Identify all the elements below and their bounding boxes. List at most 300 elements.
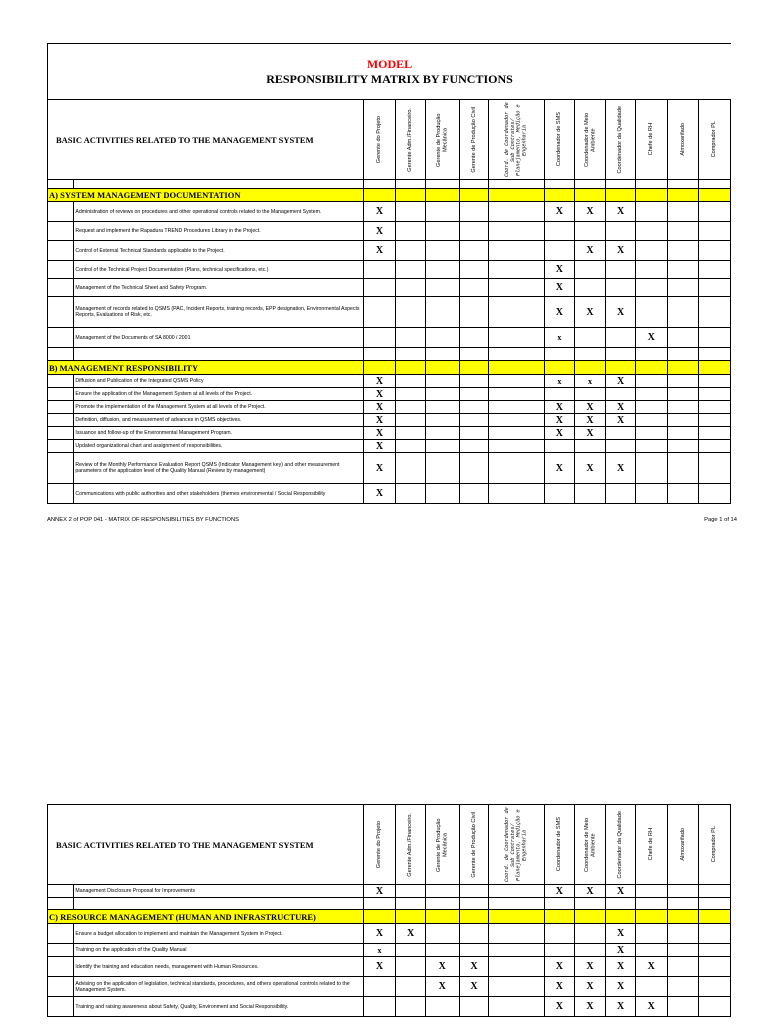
role-column-header — [459, 100, 489, 180]
responsibility-mark: X — [606, 957, 636, 977]
empty-cell — [425, 440, 459, 453]
activity-text: Control of External Technical Standards applicable to the Project. — [74, 241, 363, 261]
empty-cell — [459, 453, 489, 484]
activity-text: Ensure the application of the Management System at all levels of the Project. — [74, 388, 363, 401]
empty-cell — [635, 885, 667, 898]
responsibility-mark: X — [574, 414, 606, 427]
row-indent-cell — [48, 375, 74, 388]
row-indent-cell — [48, 924, 74, 944]
empty-cell — [396, 328, 426, 348]
activity-row — [48, 388, 731, 401]
activity-text: Management of records related to QSMS (PAC, Incident Reports, training records, EPP designation, Environmental Aspects Reports, Evaluations of Risk, etc. — [74, 297, 363, 328]
empty-cell — [425, 401, 459, 414]
empty-cell — [699, 279, 731, 297]
empty-cell — [396, 453, 426, 484]
empty-cell — [606, 388, 636, 401]
empty-cell — [699, 261, 731, 279]
empty-cell — [489, 202, 545, 222]
role-column-header — [574, 100, 606, 180]
role-column-header — [699, 805, 731, 885]
row-indent-cell — [48, 414, 74, 427]
empty-cell — [667, 453, 699, 484]
role-column-header — [635, 805, 667, 885]
row-indent-cell — [48, 202, 74, 222]
responsibility-mark: X — [574, 202, 606, 222]
empty-cell — [396, 222, 426, 241]
role-label: Coordenador de SMS — [556, 112, 563, 167]
responsibility-mark: X — [606, 202, 636, 222]
responsibility-mark: X — [425, 957, 459, 977]
role-label: Coordenador de Meio Ambiente — [583, 817, 597, 872]
activity-text: Communications with public authorities and other stakeholders (themes environmental / Social Responsibility — [74, 484, 363, 504]
role-column-header — [363, 100, 396, 180]
empty-cell — [635, 297, 667, 328]
responsibility-mark: X — [545, 885, 575, 898]
responsibility-mark: X — [574, 885, 606, 898]
empty-cell — [396, 944, 426, 957]
empty-cell — [396, 241, 426, 261]
responsibility-mark: X — [363, 202, 396, 222]
role-label: Gerente Adm./Financeiro. — [407, 107, 414, 172]
responsibility-mark: X — [606, 997, 636, 1017]
empty-cell — [489, 977, 545, 997]
empty-cell — [635, 202, 667, 222]
role-label: Chefe de RH — [648, 828, 655, 861]
role-column-header — [396, 805, 426, 885]
row-indent-cell — [48, 279, 74, 297]
role-label: Gerente do Projeto — [376, 115, 383, 164]
empty-cell — [425, 261, 459, 279]
role-label: Comprador PL — [711, 121, 718, 158]
empty-cell — [699, 414, 731, 427]
role-label: Almoxarifado — [679, 123, 686, 156]
empty-cell — [606, 279, 636, 297]
responsibility-mark: X — [606, 401, 636, 414]
responsibility-mark: X — [606, 977, 636, 997]
section-title: B) MANAGEMENT RESPONSIBILITY — [48, 361, 364, 375]
matrix-title: RESPONSIBILITY MATRIX BY FUNCTIONS — [266, 72, 513, 86]
empty-cell — [363, 977, 396, 997]
role-label: Coordenador de SMS — [556, 817, 563, 872]
responsibility-mark: X — [363, 222, 396, 241]
activity-row — [48, 297, 731, 328]
responsibility-mark: X — [545, 453, 575, 484]
responsibility-mark: X — [425, 977, 459, 997]
responsibility-mark: X — [606, 885, 636, 898]
responsibility-mark: X — [574, 297, 606, 328]
empty-cell — [425, 944, 459, 957]
empty-cell — [635, 261, 667, 279]
responsibility-mark: X — [545, 279, 575, 297]
empty-cell — [635, 977, 667, 997]
empty-cell — [459, 885, 489, 898]
role-label: Coordenador de Meio Ambiente — [583, 112, 597, 167]
activity-row — [48, 885, 731, 898]
empty-cell — [545, 484, 575, 504]
empty-cell — [667, 388, 699, 401]
empty-cell — [396, 977, 426, 997]
empty-cell — [489, 484, 545, 504]
empty-cell — [699, 222, 731, 241]
section-header-row — [48, 361, 731, 375]
responsibility-mark: X — [363, 440, 396, 453]
empty-cell — [667, 414, 699, 427]
empty-cell — [489, 261, 545, 279]
empty-cell — [489, 414, 545, 427]
responsibility-mark: X — [635, 328, 667, 348]
empty-cell — [606, 427, 636, 440]
empty-cell — [459, 924, 489, 944]
empty-cell — [425, 328, 459, 348]
empty-cell — [699, 328, 731, 348]
responsibility-mark: X — [606, 297, 636, 328]
row-indent-cell — [48, 453, 74, 484]
empty-cell — [459, 944, 489, 957]
empty-cell — [396, 202, 426, 222]
empty-cell — [606, 261, 636, 279]
empty-cell — [667, 222, 699, 241]
activity-text: Administration of reviews on procedures and other operational controls related to the Management System. — [74, 202, 363, 222]
responsibility-mark: X — [606, 414, 636, 427]
empty-cell — [667, 484, 699, 504]
empty-cell — [363, 297, 396, 328]
document-header — [47, 43, 731, 99]
row-indent-cell — [48, 957, 74, 977]
responsibility-mark: X — [396, 924, 426, 944]
empty-cell — [459, 401, 489, 414]
empty-cell — [667, 297, 699, 328]
empty-cell — [667, 375, 699, 388]
activity-text: Issuance and follow-up of the Environmental Management Program. — [74, 427, 363, 440]
activity-text: Definition, diffusion, and measurement of advances in QSMS objectives. — [74, 414, 363, 427]
empty-cell — [396, 414, 426, 427]
empty-cell — [545, 924, 575, 944]
row-indent-cell — [48, 261, 74, 279]
empty-cell — [635, 222, 667, 241]
responsibility-mark: X — [363, 375, 396, 388]
activity-text: Review of the Monthly Performance Evaluation Report QSMS (Indicator Management key) and other measurement parameters of the application level of the Quality Manual (Review by management) — [74, 453, 363, 484]
empty-cell — [489, 375, 545, 388]
responsibility-mark: X — [574, 241, 606, 261]
responsibility-mark: X — [363, 924, 396, 944]
empty-cell — [363, 261, 396, 279]
empty-cell — [699, 297, 731, 328]
empty-cell — [545, 241, 575, 261]
activity-row — [48, 222, 731, 241]
row-indent-cell — [48, 241, 74, 261]
role-column-header — [425, 805, 459, 885]
empty-cell — [635, 944, 667, 957]
empty-cell — [396, 484, 426, 504]
empty-cell — [667, 924, 699, 944]
row-indent-cell — [48, 328, 74, 348]
responsibility-mark: X — [459, 977, 489, 997]
empty-cell — [425, 414, 459, 427]
empty-cell — [459, 484, 489, 504]
role-label: Gerente de Produção Mecânica — [435, 817, 449, 872]
role-label: Gerente do Projeto — [376, 820, 383, 869]
empty-cell — [635, 484, 667, 504]
spacer-row — [48, 180, 731, 189]
activity-text: Advising on the application of legislation, technical standards, procedures, and others operational controls related to the Management System. — [74, 977, 363, 997]
empty-cell — [459, 388, 489, 401]
empty-cell — [459, 328, 489, 348]
empty-cell — [635, 414, 667, 427]
empty-cell — [425, 202, 459, 222]
role-column-header — [459, 805, 489, 885]
responsibility-mark: X — [363, 957, 396, 977]
activity-row — [48, 957, 731, 977]
empty-cell — [396, 997, 426, 1017]
responsibility-mark: X — [545, 297, 575, 328]
empty-cell — [459, 202, 489, 222]
empty-cell — [489, 453, 545, 484]
row-indent-cell — [48, 297, 74, 328]
responsibility-mark: X — [545, 261, 575, 279]
empty-cell — [635, 453, 667, 484]
empty-cell — [574, 944, 606, 957]
role-label: Gerente Adm./Financeiro. — [407, 812, 414, 877]
role-column-header — [545, 805, 575, 885]
empty-cell — [425, 222, 459, 241]
empty-cell — [489, 957, 545, 977]
empty-cell — [425, 388, 459, 401]
responsibility-mark: x — [574, 375, 606, 388]
role-column-header — [489, 805, 545, 885]
empty-cell — [459, 997, 489, 1017]
empty-cell — [459, 279, 489, 297]
empty-cell — [606, 484, 636, 504]
empty-cell — [635, 375, 667, 388]
responsibility-mark: X — [545, 202, 575, 222]
empty-cell — [396, 427, 426, 440]
role-label: Almoxarifado — [679, 828, 686, 861]
empty-cell — [425, 453, 459, 484]
empty-cell — [425, 885, 459, 898]
role-column-header — [635, 100, 667, 180]
footer-page-number: Page 1 of 14 — [704, 517, 737, 523]
empty-cell — [699, 427, 731, 440]
empty-cell — [545, 944, 575, 957]
responsibility-mark: X — [545, 957, 575, 977]
activity-row — [48, 414, 731, 427]
activity-row — [48, 944, 731, 957]
empty-cell — [699, 241, 731, 261]
role-label: Chefe de RH — [648, 123, 655, 156]
activity-text: Request and implement the Rapadura TREND Procedures Library in the Project. — [74, 222, 363, 241]
empty-cell — [459, 261, 489, 279]
empty-cell — [459, 222, 489, 241]
responsibility-mark: X — [606, 944, 636, 957]
empty-cell — [699, 375, 731, 388]
role-column-header — [606, 100, 636, 180]
model-label: MODEL — [366, 57, 413, 71]
activity-text: Training on the application of the Quality Manual — [74, 944, 363, 957]
responsibility-mark: x — [545, 375, 575, 388]
row-indent-cell — [48, 427, 74, 440]
empty-cell — [396, 261, 426, 279]
responsibility-mark: X — [635, 957, 667, 977]
section-header-row — [48, 189, 731, 202]
responsibility-mark: X — [606, 375, 636, 388]
row-indent-cell — [48, 977, 74, 997]
activity-row — [48, 924, 731, 944]
responsibility-mark: X — [606, 453, 636, 484]
empty-cell — [396, 297, 426, 328]
empty-cell — [667, 997, 699, 1017]
role-label: Coordenador da Qualidade — [617, 105, 624, 174]
activity-row — [48, 401, 731, 414]
activity-text: Promote the implementation of the Management System at all levels of the Project. — [74, 401, 363, 414]
activity-text: Management of the Technical Sheet and Safety Program. — [74, 279, 363, 297]
row-indent-cell — [48, 440, 74, 453]
empty-cell — [699, 997, 731, 1017]
responsibility-mark: X — [363, 401, 396, 414]
empty-cell — [425, 484, 459, 504]
empty-cell — [489, 440, 545, 453]
empty-cell — [699, 977, 731, 997]
empty-cell — [667, 279, 699, 297]
empty-cell — [425, 924, 459, 944]
empty-cell — [699, 885, 731, 898]
activity-row — [48, 241, 731, 261]
activities-column-header: BASIC ACTIVITIES RELATED TO THE MANAGEMENT SYSTEM — [48, 805, 364, 885]
responsibility-mark: X — [363, 885, 396, 898]
activity-text: Ensure a budget allocation to implement and maintain the Management System in Project. — [74, 924, 363, 944]
responsibility-mark: X — [574, 401, 606, 414]
activity-row — [48, 484, 731, 504]
spacer-row — [48, 348, 731, 361]
empty-cell — [699, 388, 731, 401]
activity-row — [48, 328, 731, 348]
empty-cell — [363, 328, 396, 348]
role-column-header — [489, 100, 545, 180]
empty-cell — [396, 885, 426, 898]
activity-row — [48, 375, 731, 388]
role-label: Coord. de Coordenador de Sub Contrates/ Planejamento, Medição e Engenharia — [504, 807, 528, 882]
empty-cell — [489, 222, 545, 241]
responsibility-mark: X — [574, 957, 606, 977]
responsibility-mark: X — [363, 484, 396, 504]
activity-text: Management Disclosure Proposal for Improvements — [74, 885, 363, 898]
row-indent-cell — [48, 388, 74, 401]
row-indent-cell — [48, 401, 74, 414]
activity-row — [48, 977, 731, 997]
empty-cell — [699, 957, 731, 977]
empty-cell — [545, 222, 575, 241]
empty-cell — [635, 401, 667, 414]
empty-cell — [635, 427, 667, 440]
empty-cell — [489, 997, 545, 1017]
activity-row — [48, 202, 731, 222]
empty-cell — [699, 484, 731, 504]
role-label: Gerente de Produção Civil — [470, 811, 477, 878]
responsibility-mark: X — [574, 997, 606, 1017]
responsibility-mark: X — [606, 924, 636, 944]
empty-cell — [545, 440, 575, 453]
empty-cell — [635, 440, 667, 453]
empty-cell — [459, 375, 489, 388]
footer-annex: ANNEX 2 of POP 041 - MATRIX OF RESPONSIBILITIES BY FUNCTIONS — [47, 517, 239, 523]
responsibility-mark: X — [363, 241, 396, 261]
empty-cell — [574, 328, 606, 348]
empty-cell — [667, 261, 699, 279]
responsibility-mark: X — [545, 977, 575, 997]
role-column-header — [606, 805, 636, 885]
activity-row — [48, 427, 731, 440]
empty-cell — [396, 401, 426, 414]
empty-cell — [635, 924, 667, 944]
empty-cell — [667, 957, 699, 977]
role-column-header — [396, 100, 426, 180]
role-column-header — [667, 805, 699, 885]
responsibility-mark: X — [545, 414, 575, 427]
empty-cell — [489, 241, 545, 261]
responsibility-mark: X — [459, 957, 489, 977]
activity-row — [48, 279, 731, 297]
empty-cell — [667, 241, 699, 261]
empty-cell — [489, 279, 545, 297]
empty-cell — [489, 388, 545, 401]
empty-cell — [425, 375, 459, 388]
empty-cell — [489, 924, 545, 944]
empty-cell — [489, 427, 545, 440]
empty-cell — [699, 944, 731, 957]
empty-cell — [396, 440, 426, 453]
responsibility-mark: X — [606, 241, 636, 261]
role-label: Comprador PL — [711, 826, 718, 863]
responsibility-mark: X — [363, 414, 396, 427]
role-column-header — [545, 100, 575, 180]
responsibility-mark: X — [574, 453, 606, 484]
empty-cell — [425, 427, 459, 440]
activity-text: Updated organizational chart and assignment of responsibilities. — [74, 440, 363, 453]
empty-cell — [635, 388, 667, 401]
empty-cell — [667, 202, 699, 222]
role-column-header — [363, 805, 396, 885]
empty-cell — [545, 388, 575, 401]
empty-cell — [489, 328, 545, 348]
empty-cell — [396, 279, 426, 297]
responsibility-mark: x — [363, 944, 396, 957]
empty-cell — [699, 202, 731, 222]
empty-cell — [574, 279, 606, 297]
empty-cell — [425, 997, 459, 1017]
empty-cell — [459, 297, 489, 328]
empty-cell — [635, 279, 667, 297]
empty-cell — [667, 944, 699, 957]
empty-cell — [574, 261, 606, 279]
role-column-header — [667, 100, 699, 180]
row-indent-cell — [48, 885, 74, 898]
role-label: Coordenador da Qualidade — [617, 810, 624, 879]
empty-cell — [363, 279, 396, 297]
empty-cell — [459, 440, 489, 453]
empty-cell — [489, 944, 545, 957]
activity-text: Training and raising awareness about Safety, Quality, Environment and Social Responsibility. — [74, 997, 363, 1017]
empty-cell — [396, 375, 426, 388]
empty-cell — [425, 297, 459, 328]
empty-cell — [606, 222, 636, 241]
empty-cell — [699, 440, 731, 453]
empty-cell — [459, 241, 489, 261]
responsibility-matrix-page-1 — [47, 99, 731, 504]
activity-row — [48, 261, 731, 279]
empty-cell — [574, 222, 606, 241]
row-indent-cell — [48, 997, 74, 1017]
empty-cell — [606, 328, 636, 348]
role-column-header — [425, 100, 459, 180]
